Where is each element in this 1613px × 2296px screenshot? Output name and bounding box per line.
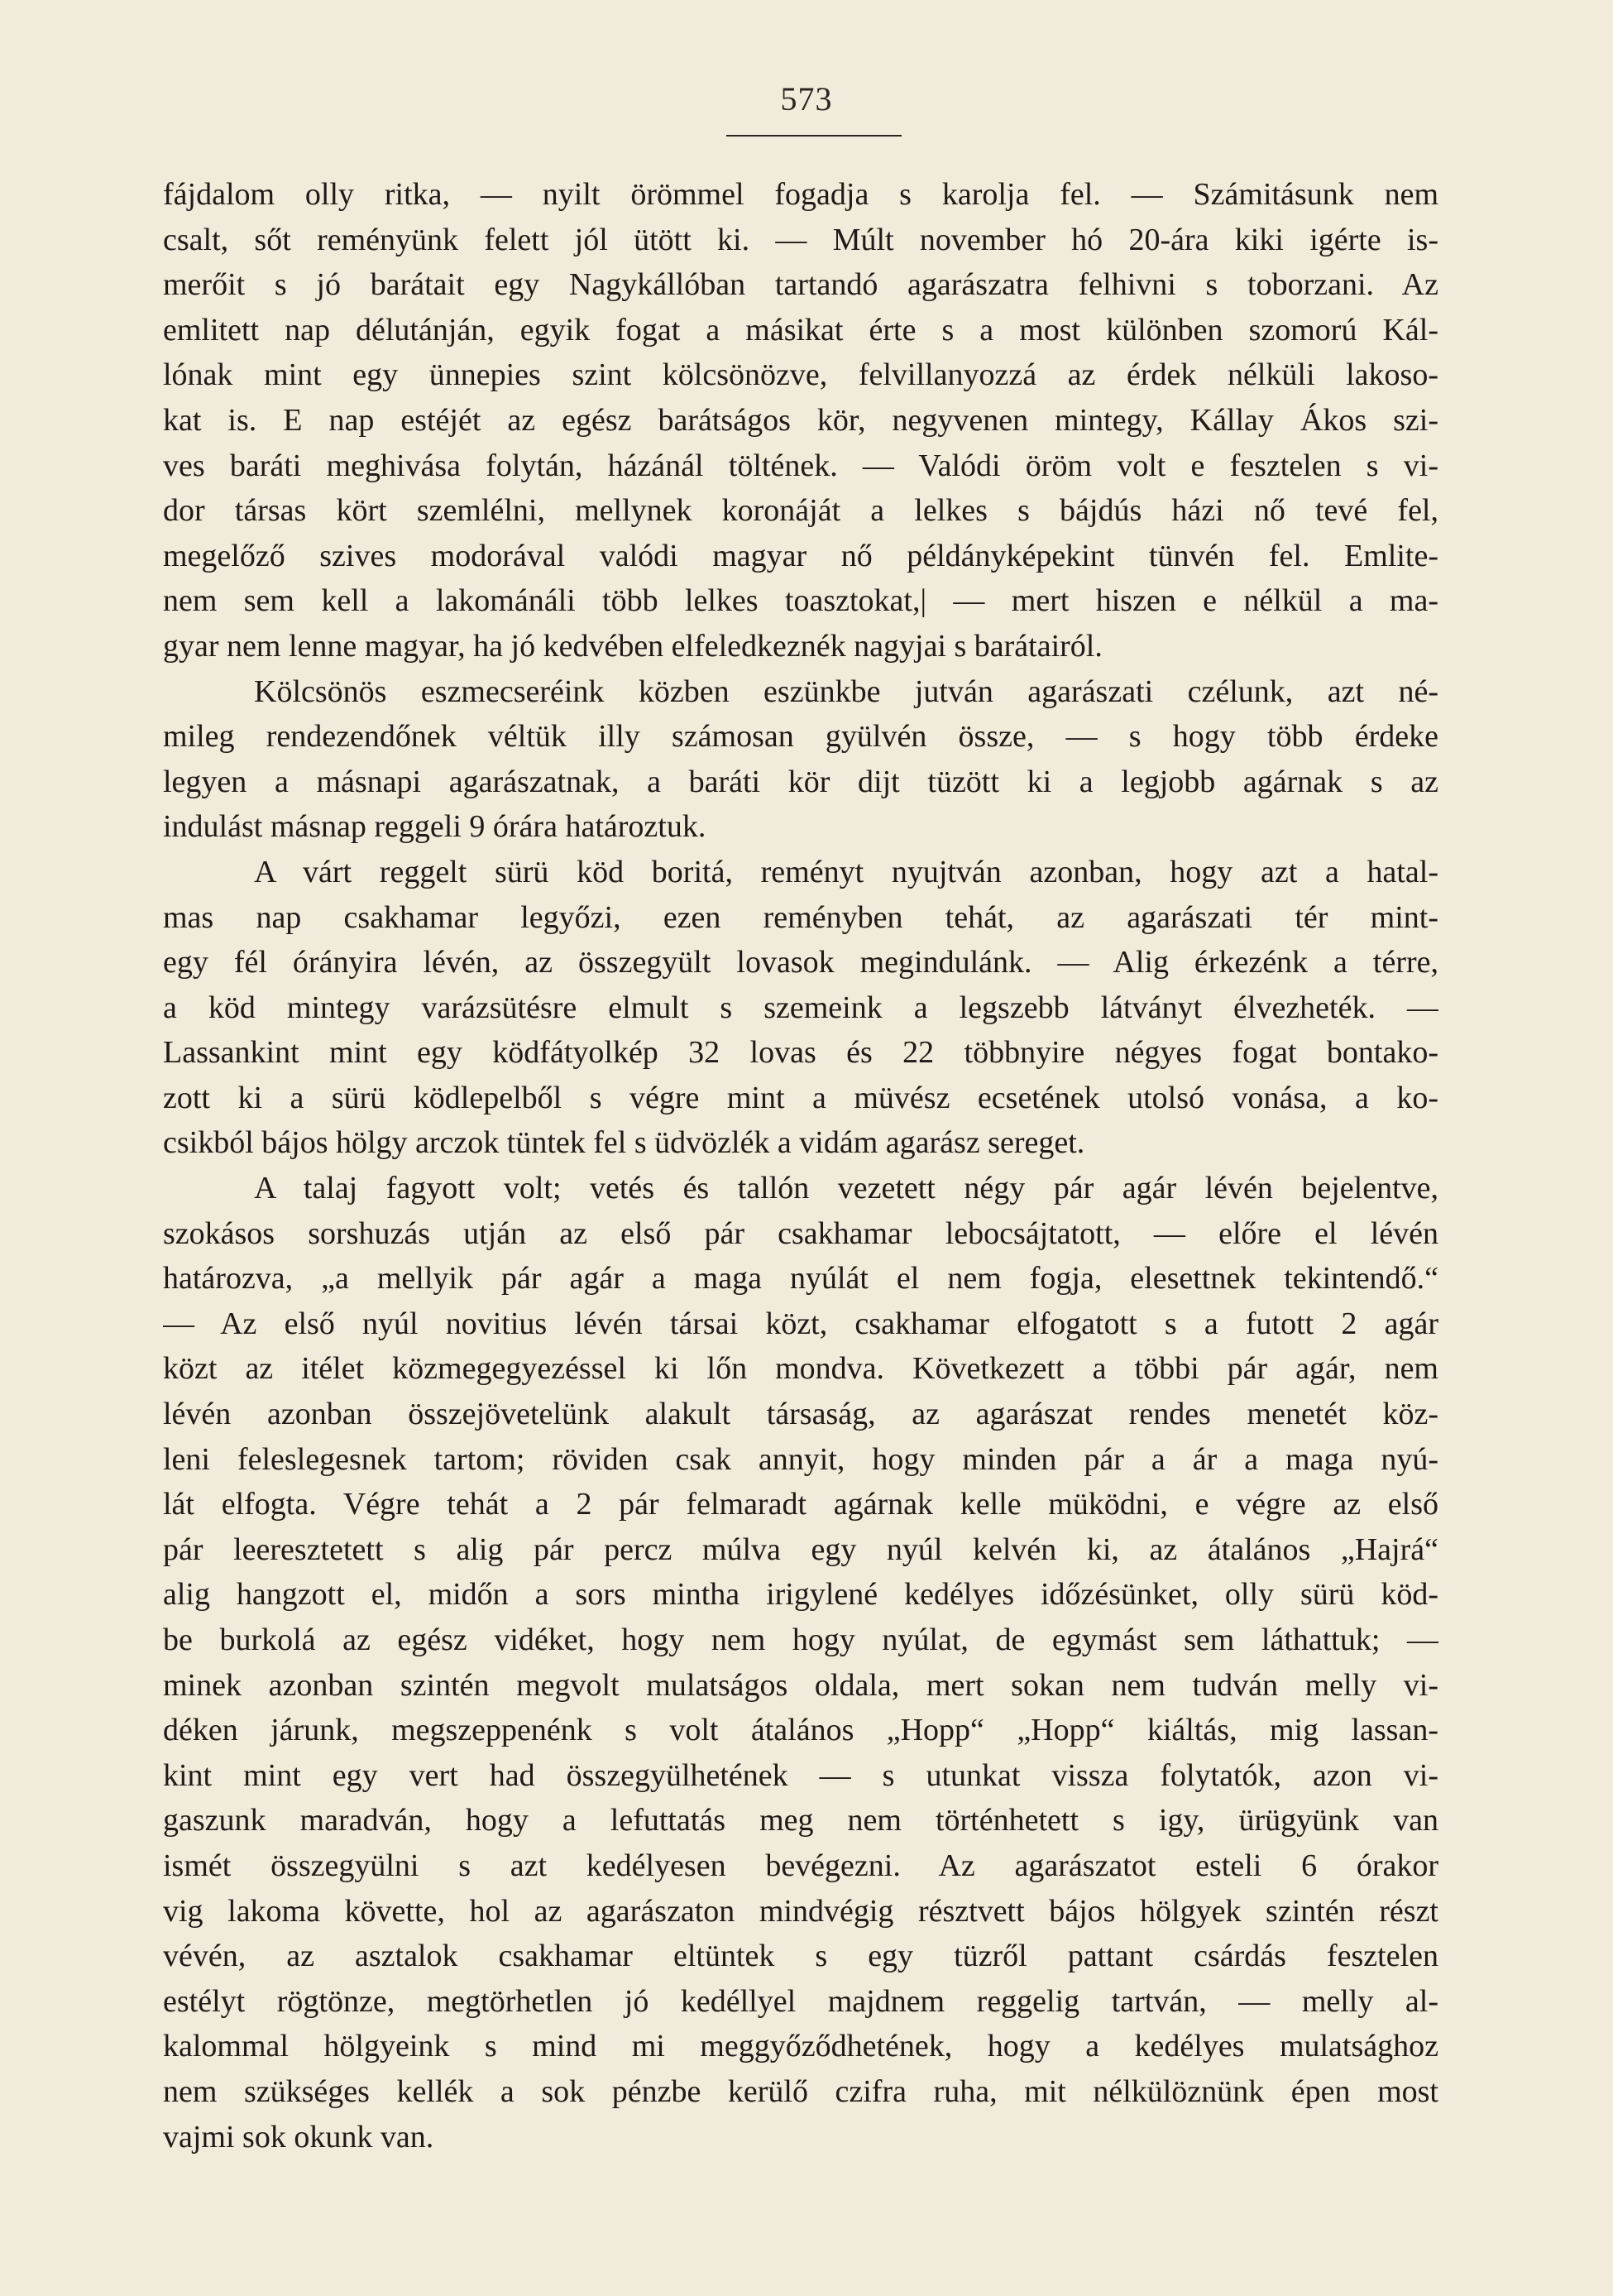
text-line: merőit s jó barátait egy Nagykállóban tartandó agarászatra felhivni s toborzani. Az [163, 267, 1438, 303]
text-line: mas nap csakhamar legyőzi, ezen reményben tehát, az agarászati tér mint- [163, 899, 1438, 935]
text-line: vig lakoma követte, hol az agarászaton mindvégig résztvett bájos hölgyek szintén részt [163, 1893, 1438, 1929]
text-line: minek azonban szintén megvolt mulatságos oldala, mert sokan nem tudván melly vi- [163, 1667, 1438, 1703]
text-line: közt az itélet közmegegyezéssel ki lőn mondva. Következett a többi pár agár, nem [163, 1351, 1438, 1387]
text-line: gyar nem lenne magyar, ha jó kedvében elfeledkeznék nagyjai s barátairól. [163, 628, 1103, 664]
text-line: vajmi sok okunk van. [163, 2119, 434, 2155]
text-line: csalt, sőt reményünk felett jól ütött ki. — Múlt november hó 20-ára kiki igérte is- [163, 222, 1438, 257]
paragraph-first-line: Kölcsönös eszmecseréink közben eszünkbe jutván agarászati czélunk, azt né- [254, 673, 1438, 709]
text-line: legyen a másnapi agarászatnak, a baráti kör dijt tüzött ki a legjobb agárnak s az [163, 764, 1438, 799]
page-number: 573 [780, 80, 833, 117]
text-line: indulást másnap reggeli 9 órára határoztuk. [163, 809, 706, 845]
text-line: lónak mint egy ünnepies szint kölcsönözve, felvillanyozzá az érdek nélküli lakoso- [163, 357, 1438, 393]
text-line: alig hangzott el, midőn a sors mintha irigylené kedélyes időzésünket, olly sürü köd- [163, 1577, 1438, 1613]
text-line: Lassankint mint egy ködfátyolkép 32 lovas és 22 többnyire négyes fogat bontako- [163, 1035, 1438, 1071]
text-line: nem szükséges kellék a sok pénzbe kerülő czifra ruha, mit nélkülöznünk épen most [163, 2073, 1438, 2109]
text-line: estélyt rögtönze, megtörhetlen jó kedéllyel majdnem reggelig tartván, — melly al- [163, 1983, 1438, 2019]
text-line: szokásos sorshuzás utján az első pár csakhamar lebocsájtatott, — előre el lévén [163, 1215, 1438, 1251]
text-line: a köd mintegy varázsütésre elmult s szemeink a legszebb látványt élvezheték. — [163, 990, 1438, 1025]
text-line: — Az első nyúl novitius lévén társai közt, csakhamar elfogatott s a futott 2 agár [163, 1306, 1438, 1341]
text-line: be burkolá az egész vidéket, hogy nem hogy nyúlat, de egymást sem láthattuk; — [163, 1623, 1438, 1657]
text-line: mileg rendezendőnek véltük illy számosan gyülvén össze, — s hogy több érdeke [163, 719, 1438, 755]
text-line: pár leeresztetett s alig pár percz múlva egy nyúl kelvén ki, az átalános „Hajrá“ [163, 1531, 1438, 1567]
text-line: lát elfogta. Végre tehát a 2 pár felmaradt agárnak kelle müködni, e végre az első [163, 1487, 1438, 1522]
text-line: ismét összegyülni s azt kedélyesen bevégezni. Az agarászatot esteli 6 órakor [163, 1848, 1438, 1883]
text-line: fájdalom olly ritka, — nyilt örömmel fogadja s karolja fel. — Számitásunk nem [163, 177, 1438, 212]
page-number-rule [726, 135, 902, 137]
text-line: emlitett nap délutánján, egyik fogat a másikat érte s a most különben szomorú Kál- [163, 312, 1438, 348]
text-line: egy fél órányira lévén, az összegyült lovasok megindulánk. — Alig érkezénk a térre, [163, 945, 1438, 980]
text-line: ves baráti meghivása folytán, házánál töltének. — Valódi öröm volt e fesztelen s vi- [163, 448, 1438, 483]
text-line: lévén azonban összejövetelünk alakult társaság, az agarászat rendes menetét köz- [163, 1397, 1438, 1432]
paragraph-first-line: A várt reggelt sürü köd boritá, reményt nyujtván azonban, hogy azt a hatal- [254, 854, 1438, 889]
text-line: vévén, az asztalok csakhamar eltüntek s egy tüzről pattant csárdás fesztelen [163, 1939, 1438, 1974]
text-line: dor társas kört szemlélni, mellynek koronáját a lelkes s bájdús házi nő tevé fel, [163, 493, 1438, 529]
text-line: kalommal hölgyeink s mind mi meggyőződhetének, hogy a kedélyes mulatsághoz [163, 2029, 1438, 2064]
text-line: déken járunk, megszeppenénk s volt átalános „Hopp“ „Hopp“ kiáltás, mig lassan- [163, 1713, 1438, 1748]
text-line: leni feleslegesnek tartom; röviden csak annyit, hogy minden pár a ár a maga nyú- [163, 1441, 1438, 1477]
text-line: kat is. E nap estéjét az egész barátságos kör, negyvenen mintegy, Kállay Ákos szi- [163, 402, 1438, 438]
text-line: gaszunk maradván, hogy a lefuttatás meg nem történhetett s igy, ürügyünk van [163, 1803, 1438, 1838]
body-text [163, 172, 1438, 2159]
text-line: csikból bájos hölgy arczok tüntek fel s üdvözlék a vidám agarász sereget. [163, 1125, 1085, 1161]
text-line: zott ki a sürü ködlepelből s végre mint a müvész ecsetének utolsó vonása, a ko- [163, 1080, 1438, 1115]
paragraph-first-line: A talaj fagyott volt; vetés és tallón vezetett négy pár agár lévén bejelentve, [254, 1171, 1438, 1206]
text-line: nem sem kell a lakománáli több lelkes toasztokat,| — mert hiszen e nélkül a ma- [163, 583, 1438, 619]
text-line: megelőző szives modorával valódi magyar nő példányképekint tünvén fel. Emlite- [163, 538, 1438, 573]
text-line: határozva, „a mellyik pár agár a maga nyúlát el nem fogja, elesettnek tekintendő.“ [163, 1261, 1438, 1297]
text-line: kint mint egy vert had összegyülhetének — s utunkat vissza folytatók, azon vi- [163, 1757, 1438, 1793]
